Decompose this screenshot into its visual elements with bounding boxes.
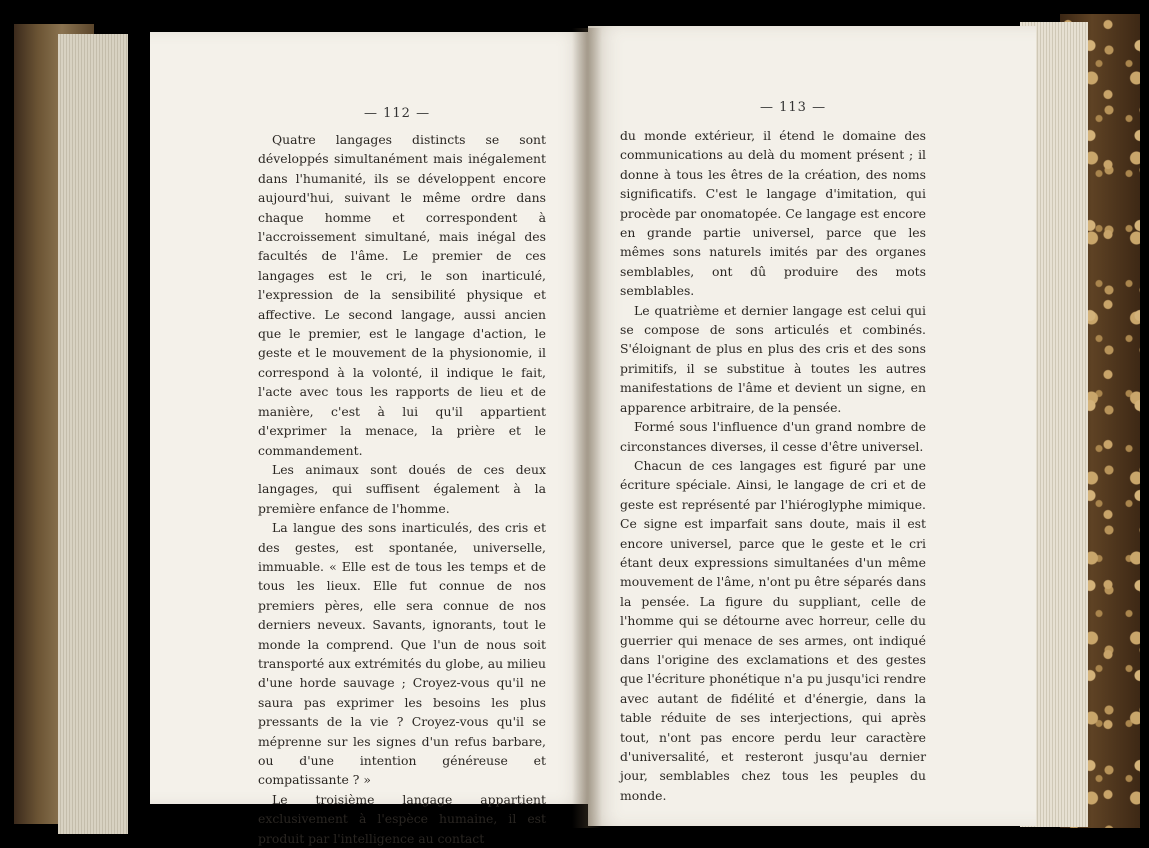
right-page (588, 26, 1036, 826)
left-page (150, 32, 588, 846)
paragraph: du monde extérieur, il étend le domaine des communications au delà du moment présent ; il donne à tous les êtres de la création, des noms significatifs. C'est le langage d'imitation, qui procède par onomatopée. Ce langage est encore en grande partie universel, parce que les mêmes sons naturels imités par des organes semblables, ont dû produire des mots semblables. (620, 128, 926, 299)
right-page-text (620, 126, 926, 805)
paragraph: Chacun de ces langages est figuré par une écriture spéciale. Ainsi, le langage de cri et de geste est représenté par l'hiéroglyphe mimique. Ce signe est imparfait sans doute, mais il est encore universel, parce que le geste et le cri étant deux expressions simultanées d'un même mouvement de l'âme, n'ont pu être séparés dans la pensée. La figure du suppliant, celle de l'homme qui se détourne avec horreur, celle du guerrier qui menace de ses armes, ont indiqué dans l'origine des exclamations et des gestes que l'écriture phonétique n'a pu jusqu'ici rendre avec autant de fidélité et d'énergie, dans la table réduite de ses interjections, qui après tout, n'ont pas encore perdu leur caractère d'universalité, et resteront jusqu'au dernier jour, semblables chez tous les peuples du monde. (620, 457, 926, 803)
paragraph: Le troisième langage appartient exclusivement à l'espèce humaine, il est produit par l'intelligence au contact (258, 791, 546, 846)
book-spine-gutter (572, 28, 602, 828)
paragraph: Quatre langages distincts se sont développés simultanément mais inégalement dans l'humanité, ils se développent encore aujourd'hui, suivant le même ordre dans chaque homme et correspondent à l'accroissement simultané, mais inégal des facultés de l'âme. Le premier de ces langages est le cri, le son inarticulé, l'expression de la sensibilité physique et affective. Le second langage, aussi ancien que le premier, est le langage d'action, le geste et le mouvement de la physionomie, il correspond à la volonté, il indique le fait, l'acte avec tous les rapports de lieu et de manière, c'est à lui qu'il appartient d'exprimer la menace, la prière et le commandement. (258, 132, 546, 458)
left-page-text (258, 130, 546, 848)
page-number-113: — 113 — (760, 100, 827, 115)
paragraph: La langue des sons inarticulés, des cris et des gestes, est spontanée, universelle, immuable. « Elle est de tous les temps et de tous les lieux. Elle fut connue de nos premiers pères, elle sera connue de nos derniers neveux. Savants, ignorants, tout le monde la comprend. Que l'un de nous soit transporté aux extrémités du globe, au milieu d'une horde sauvage ; Croyez-vous qu'il ne saura pas exprimer les besoins les plus pressants de la vie ? Croyez-vous qu'il se méprenne sur les signes d'un refus barbare, ou d'une intention généreuse et compatissante ? » (258, 520, 546, 788)
page-edges-left (58, 34, 128, 834)
paragraph: Formé sous l'influence d'un grand nombre de circonstances diverses, il cesse d'être universel. (620, 419, 926, 454)
paragraph: Le quatrième et dernier langage est celui qui se compose de sons articulés et combinés. S'éloignant de plus en plus des cris et des sons primitifs, il se substitue à toutes les autres manifestations de l'âme et devient un signe, en apparence arbitraire, de la pensée. (620, 302, 926, 415)
paragraph: Les animaux sont doués de ces deux langages, qui suffisent également à la première enfance de l'homme. (258, 461, 546, 516)
page-number-112: — 112 — (364, 106, 431, 121)
